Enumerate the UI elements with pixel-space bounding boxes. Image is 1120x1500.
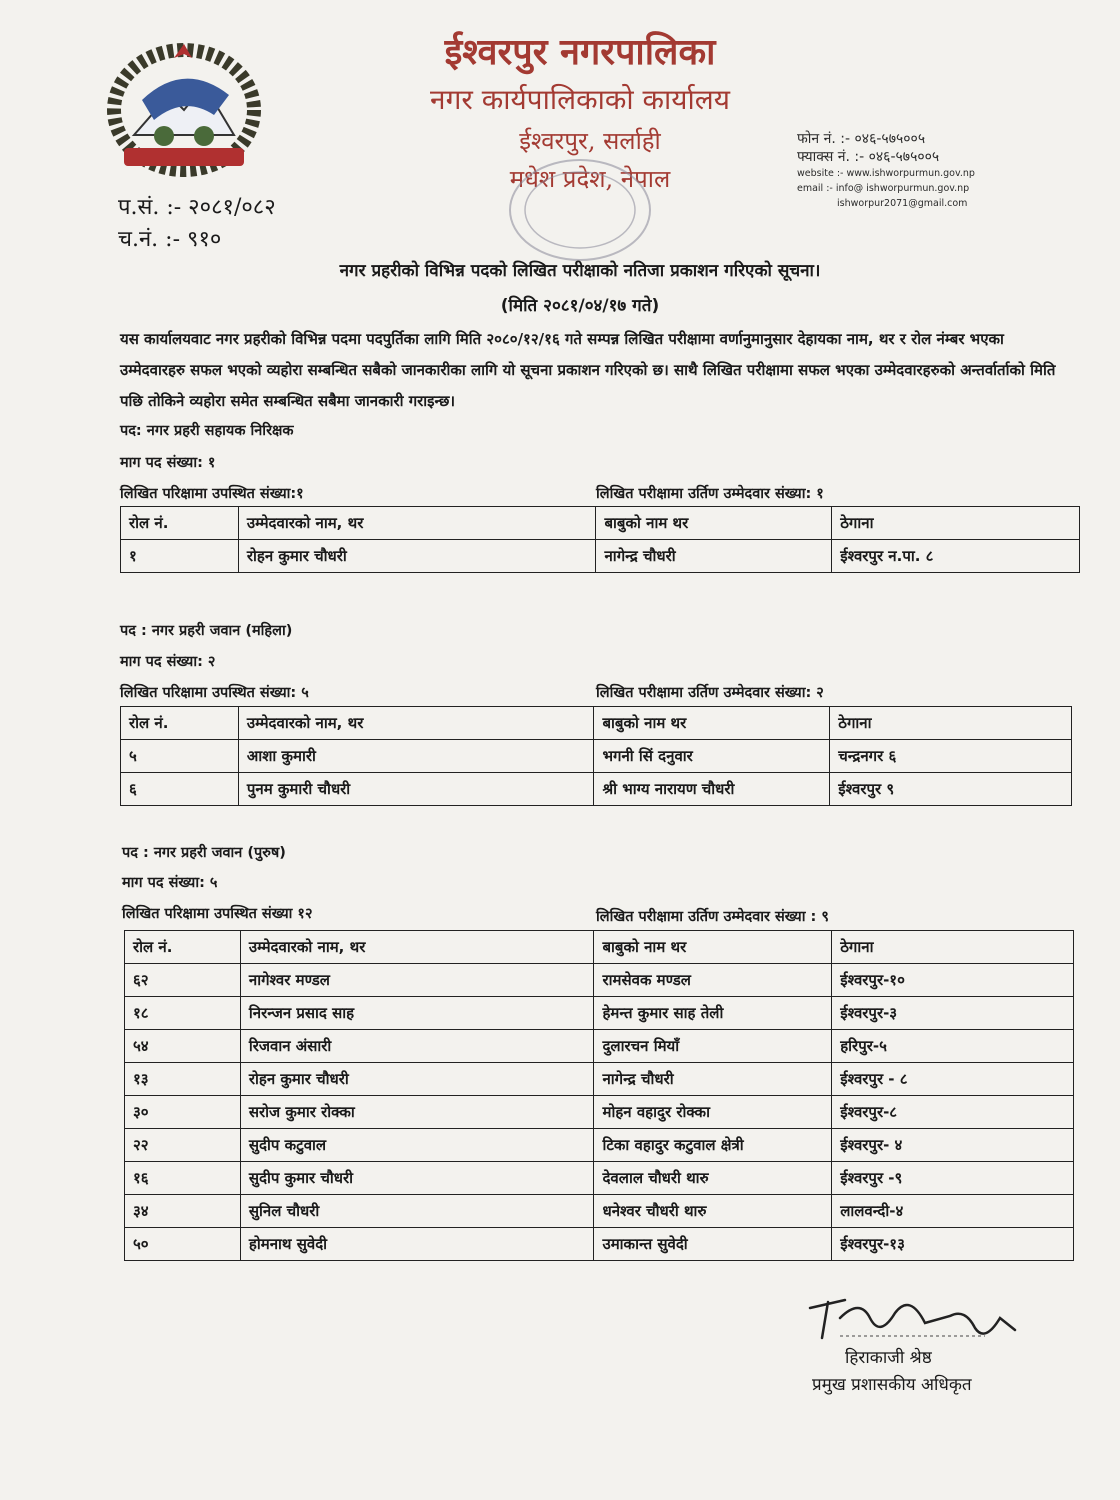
section-2-demand: माग पद संख्या: २ <box>120 654 216 670</box>
header-father: बाबुको नाम थर <box>594 707 830 740</box>
cell-name: सुदीप कटुवाल <box>240 1129 594 1162</box>
header-address: ठेगाना <box>832 507 1080 540</box>
office-name: नगर कार्यपालिकाको कार्यालय <box>430 83 730 116</box>
header-address: ठेगाना <box>832 931 1074 964</box>
cell-father: भगनी सिं दनुवार <box>594 740 830 773</box>
fax-number: फ्याक्स नं. :- ०४६-५७५००५ <box>797 149 940 165</box>
cell-name: सरोज कुमार रोक्का <box>240 1096 594 1129</box>
cell-address: ईश्वरपुर- ४ <box>832 1129 1074 1162</box>
section-3-appeared: लिखित परिक्षामा उपस्थित संख्या १२ <box>122 906 313 922</box>
section-2-post: पद : नगर प्रहरी जवान (महिला) <box>120 623 293 639</box>
cell-roll: ६२ <box>125 964 241 997</box>
cell-name: पुनम कुमारी चौधरी <box>238 773 594 806</box>
table-row <box>121 773 1072 806</box>
cell-address: हरिपुर-५ <box>832 1030 1074 1063</box>
office-location: ईश्वरपुर, सर्लाही <box>519 127 661 155</box>
header-name: उम्मेदवारको नाम, थर <box>238 507 596 540</box>
municipality-name: ईश्वरपुर नगरपालिका <box>444 31 716 73</box>
contact-block <box>797 130 975 211</box>
cell-father: टिका वहादुर कटुवाल क्षेत्री <box>594 1129 832 1162</box>
reference-block <box>118 192 276 256</box>
cell-roll: ५४ <box>125 1030 241 1063</box>
section-2-table <box>120 706 1072 806</box>
cell-roll: १८ <box>125 997 241 1030</box>
cell-address: ईश्वरपुर-८ <box>832 1096 1074 1129</box>
cell-father: नागेन्द्र चौधरी <box>596 540 832 573</box>
section-3-passed: लिखित परीक्षामा उर्तिण उम्मेदवार संख्या : ९ <box>596 909 829 925</box>
cell-address: लालवन्दी-४ <box>832 1195 1074 1228</box>
section-1-post: पद: नगर प्रहरी सहायक निरिक्षक <box>120 423 294 439</box>
cell-name: सुनिल चौधरी <box>240 1195 594 1228</box>
section-1-table <box>120 506 1080 573</box>
signatory-title: प्रमुख प्रशासकीय अधिकृत <box>812 1375 972 1395</box>
cell-address: ईश्वरपुर ९ <box>830 773 1072 806</box>
section-1-appeared: लिखित परिक्षामा उपस्थित संख्या:१ <box>120 486 304 502</box>
cell-father: उमाकान्त सुवेदी <box>594 1228 832 1261</box>
header-roll: रोल नं. <box>121 507 239 540</box>
cell-address: ईश्वरपुर न.पा. ८ <box>832 540 1080 573</box>
cell-roll: ५० <box>125 1228 241 1261</box>
cell-roll: ५ <box>121 740 239 773</box>
cell-father: रामसेवक मण्डल <box>594 964 832 997</box>
cell-name: आशा कुमारी <box>238 740 594 773</box>
header-father: बाबुको नाम थर <box>596 507 832 540</box>
header-roll: रोल नं. <box>121 707 239 740</box>
cell-father: मोहन वहादुर रोक्का <box>594 1096 832 1129</box>
header-father: बाबुको नाम थर <box>594 931 832 964</box>
cell-address: ईश्वरपुर -९ <box>832 1162 1074 1195</box>
section-3-table <box>124 930 1074 1261</box>
table-row <box>125 1063 1074 1096</box>
section-2-passed: लिखित परीक्षामा उर्तिण उम्मेदवार संख्या: २ <box>596 685 824 701</box>
website: website :- www.ishworpurmun.gov.np <box>797 168 975 179</box>
cell-name: होमनाथ सुवेदी <box>240 1228 594 1261</box>
nepal-emblem-icon <box>104 40 264 180</box>
signatory-name: हिराकाजी श्रेष्ठ <box>845 1348 932 1368</box>
phone-number: फोन नं. :- ०४६-५७५००५ <box>797 131 926 147</box>
cell-father: देवलाल चौधरी थारु <box>594 1162 832 1195</box>
cell-address: ईश्वरपुर - ८ <box>832 1063 1074 1096</box>
table-row <box>125 1162 1074 1195</box>
cell-father: धनेश्वर चौधरी थारु <box>594 1195 832 1228</box>
table-row <box>125 1096 1074 1129</box>
section-1-demand: माग पद संख्या: १ <box>120 455 216 471</box>
section-2-appeared: लिखित परिक्षामा उपस्थित संख्या: ५ <box>120 685 309 701</box>
email-secondary: ishworpur2071@gmail.com <box>837 198 968 209</box>
table-row <box>125 964 1074 997</box>
notice-date: (मिति २०८१/०४/१७ गते) <box>500 296 660 316</box>
table-row <box>125 1195 1074 1228</box>
cell-address: चन्द्रनगर ६ <box>830 740 1072 773</box>
signature-icon <box>800 1288 1030 1348</box>
cell-roll: ६ <box>121 773 239 806</box>
header-name: उम्मेदवारको नाम, थर <box>240 931 594 964</box>
cell-name: रोहन कुमार चौधरी <box>240 1063 594 1096</box>
cell-address: ईश्वरपुर-१० <box>832 964 1074 997</box>
table-row <box>125 1129 1074 1162</box>
cell-name: रिजवान अंसारी <box>240 1030 594 1063</box>
cell-name: सुदीप कुमार चौधरी <box>240 1162 594 1195</box>
section-3-demand: माग पद संख्या: ५ <box>122 875 218 891</box>
cell-name: रोहन कुमार चौधरी <box>238 540 596 573</box>
section-1-passed: लिखित परीक्षामा उर्तिण उम्मेदवार संख्या: १ <box>596 486 824 502</box>
header-roll: रोल नं. <box>125 931 241 964</box>
cell-roll: १३ <box>125 1063 241 1096</box>
cell-name: नागेश्वर मण्डल <box>240 964 594 997</box>
header-name: उम्मेदवारको नाम, थर <box>238 707 594 740</box>
cell-roll: ३० <box>125 1096 241 1129</box>
cell-roll: १ <box>121 540 239 573</box>
reference-number: प.सं. :- २०८१/०८२ <box>118 195 276 220</box>
table-row <box>125 1030 1074 1063</box>
table-row <box>121 540 1080 573</box>
table-header-row <box>121 507 1080 540</box>
table-header-row <box>121 707 1072 740</box>
table-row <box>121 740 1072 773</box>
notice-title: नगर प्रहरीको विभिन्न पदको लिखित परीक्षाको नतिजा प्रकाशन गरिएको सूचना। <box>339 261 821 281</box>
cell-roll: २२ <box>125 1129 241 1162</box>
cell-roll: ३४ <box>125 1195 241 1228</box>
email-primary: email :- info@ ishworpurmun.gov.np <box>797 183 970 194</box>
office-province: मधेश प्रदेश, नेपाल <box>509 165 671 193</box>
cell-name: निरन्जन प्रसाद साह <box>240 997 594 1030</box>
cell-father: नागेन्द्र चौधरी <box>594 1063 832 1096</box>
cell-address: ईश्वरपुर-१३ <box>832 1228 1074 1261</box>
cell-father: हेमन्त कुमार साह तेली <box>594 997 832 1030</box>
section-3-post: पद : नगर प्रहरी जवान (पुरुष) <box>122 845 286 861</box>
table-row <box>125 997 1074 1030</box>
table-header-row <box>125 931 1074 964</box>
notice-body: यस कार्यालयवाट नगर प्रहरीको विभिन्न पदमा पदपुर्तिका लागि मिति २०८०/१२/१६ गते सम्पन्न लिखित परीक्षामा वर्णानुमानुसार देहायका नाम, थर र रोल नंम्बर भएका उम्मेदवारहरु सफल भएको व्यहोरा सम्बन्धित सबैको जानकारीका लागि यो सूचना प्रकाशन गरिएको छ। साथै लिखित परीक्षामा सफल भएका उम्मेदवारहरुको अन्तर्वार्ताको मिति पछि तोकिने व्यहोरा समेत सम्बन्धित सबैमा जानकारी गराइन्छ। <box>120 330 1056 410</box>
cell-father: श्री भाग्य नारायण चौधरी <box>594 773 830 806</box>
cell-roll: १६ <box>125 1162 241 1195</box>
cell-address: ईश्वरपुर-३ <box>832 997 1074 1030</box>
cell-father: दुलारचन मियाँ <box>594 1030 832 1063</box>
table-row <box>125 1228 1074 1261</box>
header-address: ठेगाना <box>830 707 1072 740</box>
dispatch-number: च.नं. :- ९१० <box>118 227 222 252</box>
